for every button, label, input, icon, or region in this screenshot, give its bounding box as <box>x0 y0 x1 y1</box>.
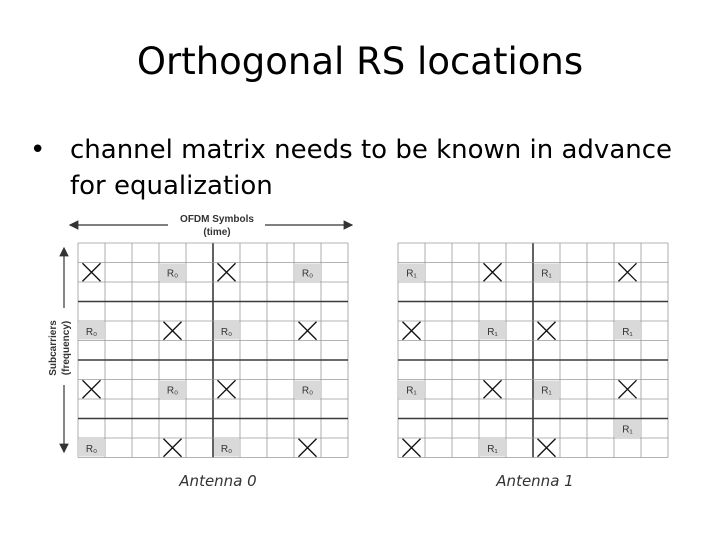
reference-signal-label: R₀ <box>301 385 314 397</box>
reference-signal-label: R₀ <box>220 326 233 338</box>
slide-title: Orthogonal RS locations <box>136 40 584 83</box>
antenna-0-grid <box>78 243 348 458</box>
unused-resource-x-mark <box>484 380 502 398</box>
unused-resource-x-mark <box>619 380 637 398</box>
reference-signal-label: R₁ <box>487 443 498 455</box>
unused-resource-x-mark <box>218 380 236 398</box>
reference-signal-label: R₁ <box>406 385 417 397</box>
reference-signal-label: R₁ <box>487 326 498 338</box>
unused-resource-x-mark <box>538 439 556 457</box>
reference-signal-label: R₁ <box>406 268 417 280</box>
unused-resource-x-mark <box>619 263 637 281</box>
reference-signal-label: R₁ <box>622 326 633 338</box>
frequency-axis-sublabel: (frequency) <box>61 320 72 376</box>
reference-signal-label: R₁ <box>622 424 633 436</box>
unused-resource-x-mark <box>83 380 101 398</box>
antenna-0-label: Antenna 0 <box>179 472 257 490</box>
unused-resource-x-mark <box>164 439 182 457</box>
unused-resource-x-mark <box>299 322 317 340</box>
unused-resource-x-mark <box>83 263 101 281</box>
reference-signal-label: R₁ <box>541 268 552 280</box>
unused-resource-x-mark <box>484 263 502 281</box>
time-axis-sublabel: (time) <box>203 227 231 238</box>
unused-resource-x-mark <box>218 263 236 281</box>
frequency-axis-label: Subcarriers <box>48 320 59 376</box>
reference-signal-label: R₀ <box>85 443 98 455</box>
unused-resource-x-mark <box>299 439 317 457</box>
reference-signal-label: R₁ <box>541 385 552 397</box>
reference-signal-label: R₀ <box>166 385 179 397</box>
reference-signal-label: R₀ <box>301 268 314 280</box>
reference-signal-label: R₀ <box>85 326 98 338</box>
bullet-text: channel matrix needs to be known in advance for equalization <box>70 135 673 201</box>
unused-resource-x-mark <box>403 322 421 340</box>
antenna-1-label: Antenna 1 <box>496 472 574 490</box>
bullet-dot: • <box>30 135 46 165</box>
unused-resource-x-mark <box>403 439 421 457</box>
unused-resource-x-mark <box>538 322 556 340</box>
reference-signal-label: R₀ <box>166 268 179 280</box>
antenna-1-grid <box>398 243 668 458</box>
time-axis-label: OFDM Symbols <box>180 214 254 225</box>
reference-signal-label: R₀ <box>220 443 233 455</box>
unused-resource-x-mark <box>164 322 182 340</box>
